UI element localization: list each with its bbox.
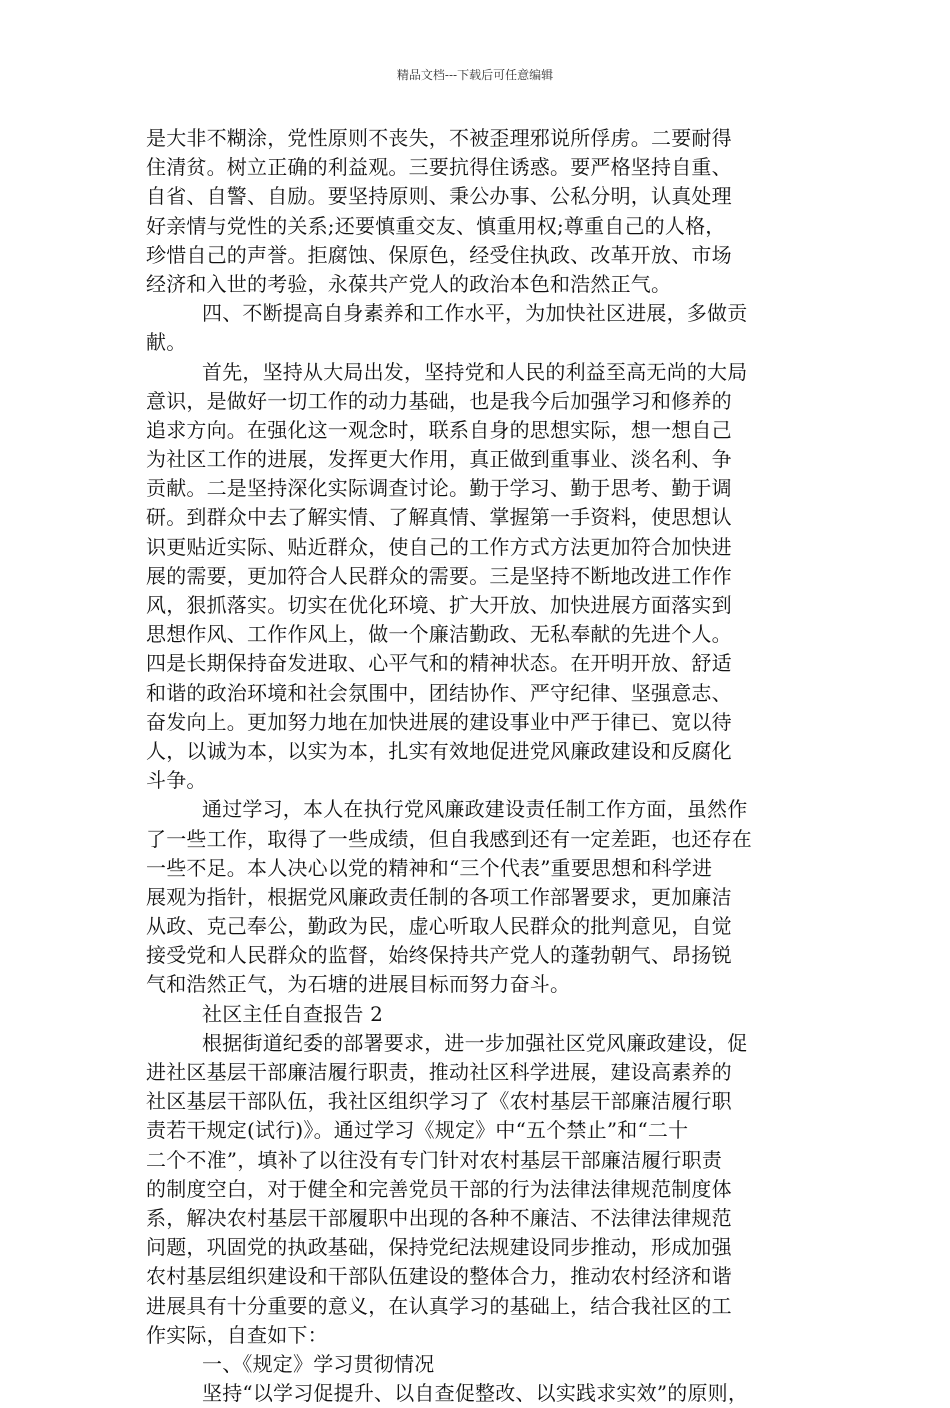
text-line: 根据街道纪委的部署要求，进一步加强社区党风廉政建设，促 <box>202 1030 748 1055</box>
text-line: 人，以诚为本，以实为本，扎实有效地促进党风廉政建设和反腐化 <box>146 738 732 763</box>
text-line: 首先，坚持从大局出发，坚持党和人民的利益至高无尚的大局 <box>202 359 748 384</box>
text-line: 的制度空白，对于健全和完善党员干部的行为法律法律规范制度体 <box>146 1176 732 1201</box>
text-line: 一、《规定》学习贯彻情况 <box>202 1351 435 1376</box>
text-line: 斗争。 <box>146 768 207 793</box>
text-line: 展的需要，更加符合人民群众的需要。三是坚持不断地改进工作作 <box>146 563 732 588</box>
text-line: 系，解决农村基层干部履职中出现的各种不廉洁、不法律法律规范 <box>146 1205 732 1230</box>
text-line: 坚持“以学习促提升、以自查促整改、以实践求实效”的原则， <box>202 1381 749 1406</box>
text-line: 研。到群众中去了解实情、了解真情、掌握第一手资料，使思想认 <box>146 505 732 530</box>
text-line: 贡献。二是坚持深化实际调查讨论。勤于学习、勤于思考、勤于调 <box>146 476 732 501</box>
text-line: 社区主任自查报告 2 <box>202 1001 384 1026</box>
text-line: 追求方向。在强化这一观念时，联系自身的思想实际，想一想自己 <box>146 417 732 442</box>
text-line: 接受党和人民群众的监督，始终保持共产党人的蓬勃朝气、昂扬锐 <box>146 943 732 968</box>
text-line: 为社区工作的进展，发挥更大作用，真正做到重事业、淡名利、争 <box>146 447 732 472</box>
text-line: 展观为指针，根据党风廉政责任制的各项工作部署要求，更加廉洁 <box>146 884 732 909</box>
text-line: 农村基层组织建设和干部队伍建设的整体合力，推动农村经济和谐 <box>146 1264 732 1289</box>
text-line: 问题，巩固党的执政基础，保持党纪法规建设同步推动，形成加强 <box>146 1235 732 1260</box>
text-line: 意识，是做好一切工作的动力基础，也是我今后加强学习和修养的 <box>146 388 732 413</box>
text-line: 珍惜自己的声誉。拒腐蚀、保原色，经受住执政、改革开放、市场 <box>146 242 732 267</box>
text-line: 奋发向上。更加努力地在加快进展的建设事业中严于律已、宽以待 <box>146 709 732 734</box>
text-line: 四、不断提高自身素养和工作水平，为加快社区进展，多做贡 <box>202 301 748 326</box>
text-line: 识更贴近实际、贴近群众，使自己的工作方式方法更加符合加快进 <box>146 534 732 559</box>
text-line: 风，狠抓落实。切实在优化环境、扩大开放、加快进展方面落实到 <box>146 593 732 617</box>
text-line: 住清贫。树立正确的利益观。三要抗得住诱惑。要严格坚持自重、 <box>146 155 732 180</box>
text-line: 气和浩然正气，为石塘的进展目标而努力奋斗。 <box>146 972 571 997</box>
text-line: 社区基层干部队伍，我社区组织学习了《农村基层干部廉洁履行职 <box>146 1089 732 1114</box>
text-line: 好亲情与党性的关系;还要慎重交友、慎重用权;尊重自己的人格， <box>146 213 726 238</box>
text-line: 和谐的政治环境和社会氛围中，团结协作、严守纪律、坚强意志、 <box>146 680 732 705</box>
text-line: 自省、自警、自励。要坚持原则、秉公办事、公私分明，认真处理 <box>146 184 732 209</box>
text-line: 责若干规定(试行)》。通过学习《规定》中“五个禁止”和“二十 <box>146 1118 689 1143</box>
text-line: 进社区基层干部廉洁履行职责，推动社区科学进展，建设高素养的 <box>146 1060 732 1084</box>
text-line: 思想作风、工作作风上，做一个廉洁勤政、无私奉献的先进个人。 <box>146 622 732 647</box>
text-line: 献。 <box>146 330 187 355</box>
page-header: 精品文档---下载后可任意编辑 <box>396 68 554 82</box>
text-line: 四是长期保持奋发进取、心平气和的精神状态。在开明开放、舒适 <box>146 651 732 676</box>
text-line: 了一些工作，取得了一些成绩，但自我感到还有一定差距，也还存在 <box>146 826 752 851</box>
text-line: 二个不准”，填补了以往没有专门针对农村基层干部廉洁履行职责 <box>146 1147 723 1172</box>
document-body <box>146 124 822 1408</box>
text-line: 经济和入世的考验，永葆共产党人的政治本色和浩然正气。 <box>146 271 672 296</box>
text-line: 一些不足。本人决心以党的精神和“三个代表”重要思想和科学进 <box>146 855 713 880</box>
text-line: 进展具有十分重要的意义，在认真学习的基础上，结合我社区的工 <box>146 1293 732 1318</box>
text-line: 通过学习，本人在执行党风廉政建设责任制工作方面，虽然作 <box>202 797 748 822</box>
text-line: 从政、克己奉公，勤政为民，虚心听取人民群众的批判意见，自觉 <box>146 914 732 939</box>
text-line: 作实际，自查如下： <box>146 1322 328 1347</box>
text-line: 是大非不糊涂，党性原则不丧失，不被歪理邪说所俘虏。二要耐得 <box>146 126 732 150</box>
